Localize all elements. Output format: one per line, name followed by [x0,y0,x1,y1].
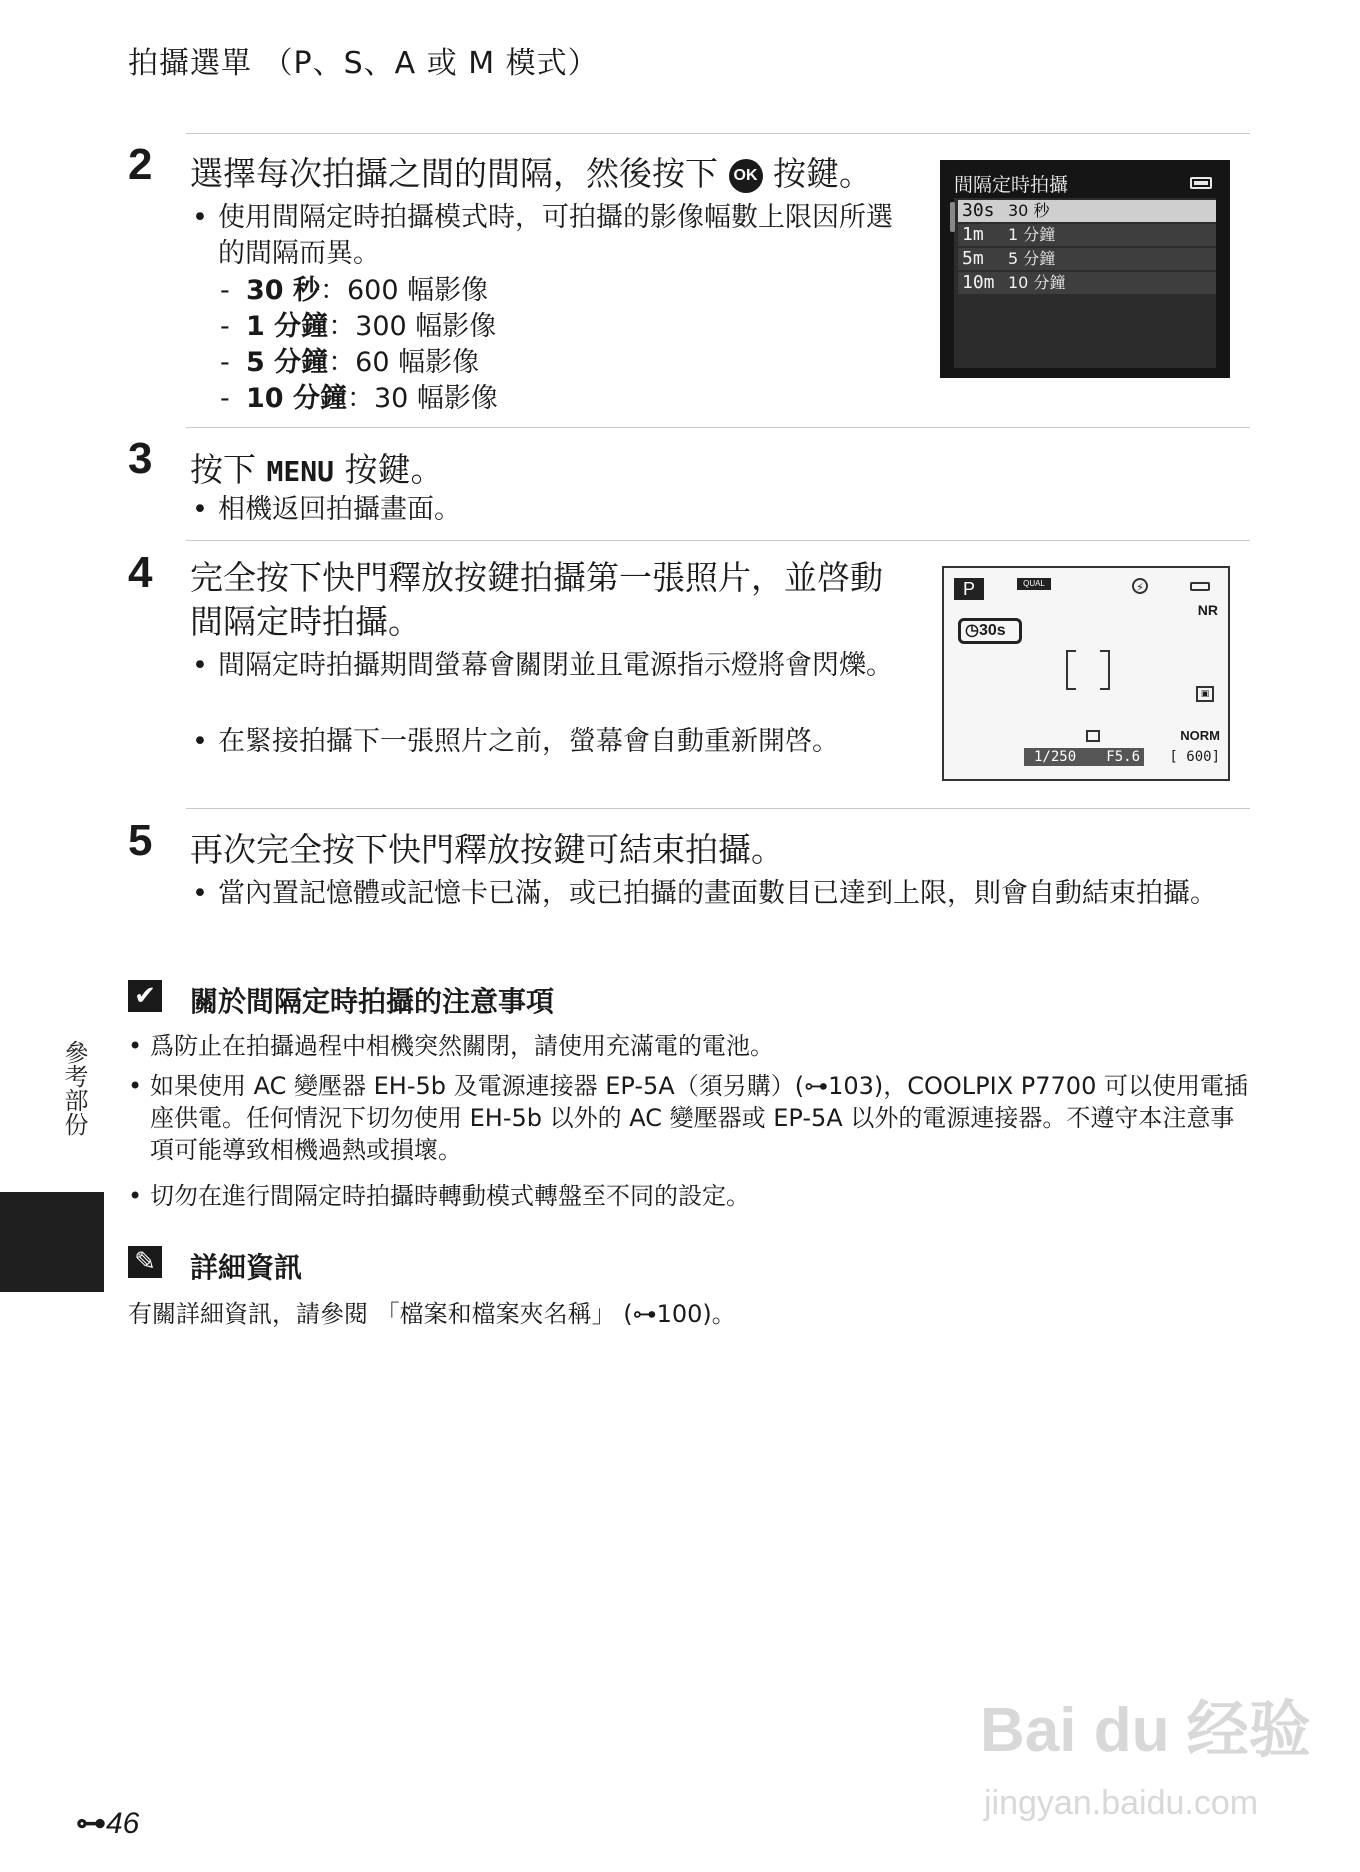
watermark-url: jingyan.baidu.com [984,1784,1259,1822]
bullet-text: 相機返回拍攝畫面。 [218,494,461,525]
list-item [192,876,1250,912]
battery-icon [1190,177,1212,189]
option-code: 1m [962,224,984,245]
note-item [128,1070,1250,1166]
dash: - [220,275,230,306]
bullet-dot: • [192,494,208,525]
image-quality-indicator: NORM [1180,728,1220,743]
bullet-dot: • [128,1182,143,1210]
step-title [190,148,872,195]
option-label: 5 分鐘 [1008,249,1056,268]
divider [186,427,1250,428]
step-title-text: 按下 [190,450,256,489]
bullet-dot: • [128,1032,143,1060]
note-text: 切勿在進行間隔定時拍攝時轉動模式轉盤至不同的設定。 [150,1182,750,1210]
menu-option-10m [958,272,1216,294]
list-item [192,492,908,528]
option-code: 10m [962,272,995,293]
menu-option-5m [958,248,1216,270]
note-title: 詳細資訊 [190,1251,303,1284]
camera-menu-screen [940,160,1230,378]
option-code: 30s [962,200,995,221]
note-title: 關於間隔定時拍攝的注意事項 [190,985,555,1018]
memory-card-icon [1086,730,1100,742]
camera-shooting-screen [942,566,1230,781]
bullet-dot: • [192,726,208,757]
note-text: 如果使用 AC 變壓器 EH-5b 及電源連接器 EP-5A（須另購）(⊶103)，COOLPIX P7700 可以使用電插座供電。任何情況下切勿使用 EH-5b 以外的 AC 變壓器或 EP-5A 以外的電源連接器。不遵守本注意事項可能導致相機過熱或損壞。 [150,1072,1248,1164]
sub-value: ：600 幅影像 [319,275,489,306]
step-title [190,444,443,491]
interval-timer-indicator [958,618,1022,644]
flash-mode-icon: ⚡ [1132,578,1148,594]
note-item [128,1030,1250,1062]
pencil-icon: ✎ [128,1246,162,1278]
sub-item [220,309,497,345]
reference-glyph-icon: ⊶ [76,1807,106,1840]
menu-option-1m [958,224,1216,246]
step-title-text: 按鍵。 [773,154,872,193]
check-icon: ✔ [128,980,162,1012]
menu-screen-title: 間隔定時拍攝 [954,174,1069,196]
interval-value: 30s [978,622,1006,639]
side-tab-label: 參考部份 [60,1040,88,1136]
list-item [192,648,908,684]
option-code: 5m [962,248,984,269]
watermark-logo: Bai du 经验 [980,1696,1311,1765]
dash: - [220,311,230,342]
sub-key: 5 分鐘 [246,347,329,378]
exposure-bar [1024,748,1144,766]
ok-button-icon: OK [729,159,763,193]
step-title-text: 選擇每次拍攝之間的間隔，然後按下 [190,154,718,193]
sub-item [220,345,480,381]
scrollbar [950,202,955,232]
focus-bracket-right [1100,650,1110,690]
interval-clock-icon: ◷ [965,622,979,639]
dash: - [220,347,230,378]
mode-indicator: P [954,578,984,600]
divider [186,133,1250,134]
step-number: 5 [128,816,153,865]
focus-bracket-left [1066,650,1076,690]
bullet-text: 當內置記憶體或記憶卡已滿，或已拍攝的畫面數目已達到上限，則會自動結束拍攝。 [218,878,1217,909]
side-tab-block [0,1192,104,1292]
bullet-text: 在緊接拍攝下一張照片之前，螢幕會自動重新開啓。 [218,726,839,757]
step-title: 再次完全按下快門釋放按鍵可結束拍攝。 [190,830,784,869]
note-text: 有關詳細資訊，請參閱 「檔案和檔案夾名稱」 (⊶100)。 [128,1300,736,1328]
battery-icon [1190,582,1210,591]
aperture-value: F5.6 [1106,749,1140,765]
option-label: 1 分鐘 [1008,225,1056,244]
bullet-text: 間隔定時拍攝期間螢幕會關閉並且電源指示燈將會閃爍。 [218,650,893,681]
bullet-text: 使用間隔定時拍攝模式時，可拍攝的影像幅數上限因所選的間隔而異。 [218,202,893,269]
step-title-text: 按鍵。 [344,450,444,489]
page-header: 拍攝選單 （P、S、A 或 M 模式） [128,46,599,81]
step-number: 3 [128,434,153,483]
bullet-dot: • [128,1072,143,1100]
dash: - [220,383,230,414]
sub-value: ：300 幅影像 [328,311,497,342]
step-number: 2 [128,140,153,189]
option-label: 30 秒 [1008,201,1050,220]
sub-value: ：60 幅影像 [328,347,480,378]
step-number: 4 [128,548,153,597]
divider [186,540,1250,541]
remaining-shots: [ 600] [1169,749,1220,765]
sub-value: ：30 幅影像 [346,383,498,414]
bullet-dot: • [192,202,208,233]
page-number [76,1806,139,1841]
note-text: 爲防止在拍攝過程中相機突然關閉，請使用充滿電的電池。 [150,1032,774,1060]
note-item [128,1180,1250,1212]
step-title: 完全按下快門釋放按鍵拍攝第一張照片，並啓動間隔定時拍攝。 [190,558,883,641]
divider [186,808,1250,809]
menu-button-icon: MENU [266,455,334,488]
option-label: 10 分鐘 [1008,273,1066,292]
metering-icon: ▣ [1196,686,1214,702]
list-item [192,200,908,272]
page-number-value: 46 [106,1807,140,1840]
noise-reduction-indicator: NR [1197,602,1218,618]
qual-indicator: QUAL [1017,578,1051,590]
sub-key: 30 秒 [246,275,320,306]
sub-key: 1 分鐘 [246,311,329,342]
sub-item [220,381,498,417]
list-item [192,724,908,760]
sub-key: 10 分鐘 [246,383,347,414]
menu-option-30s [958,200,1216,222]
shutter-speed: 1/250 [1034,749,1077,765]
bullet-dot: • [192,650,208,681]
sub-item [220,273,489,309]
bullet-dot: • [192,878,208,909]
